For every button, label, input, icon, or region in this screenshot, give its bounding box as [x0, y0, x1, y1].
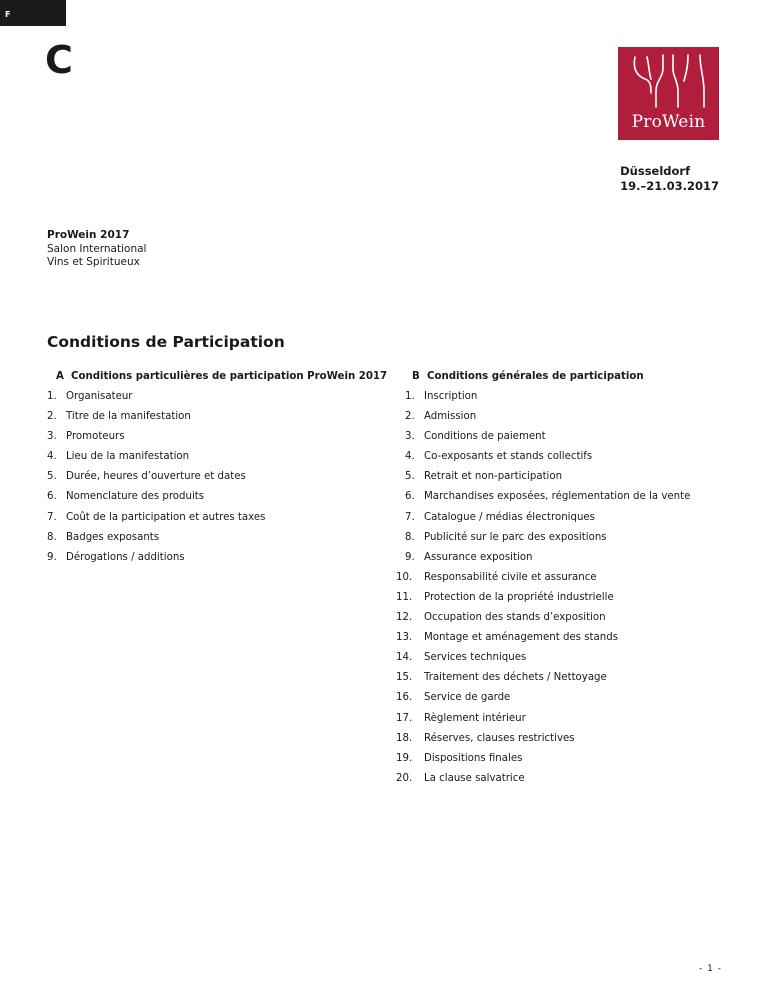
list-item — [396, 651, 726, 671]
list-item — [396, 671, 726, 691]
item-label: Traitement des déchets / Nettoyage — [424, 672, 607, 684]
column-b-heading — [396, 370, 726, 390]
item-label: Titre de la manifestation — [66, 411, 191, 423]
list-item — [396, 752, 726, 772]
list-item — [396, 531, 726, 551]
list-item — [47, 551, 377, 571]
item-label: Dérogations / additions — [66, 551, 185, 563]
list-item — [396, 732, 726, 752]
item-label: Conditions de paiement — [424, 431, 546, 443]
list-item — [47, 430, 377, 450]
item-number: 6. — [47, 491, 57, 503]
list-item — [47, 490, 377, 510]
list-item — [47, 531, 377, 551]
column-b-title: Conditions générales de participation — [427, 371, 644, 382]
item-label: Organisateur — [66, 391, 133, 402]
fair-info — [47, 229, 146, 270]
item-number: 8. — [405, 531, 415, 543]
item-label: Occupation des stands d’exposition — [424, 612, 606, 624]
item-number: 11. — [396, 591, 413, 603]
item-label: Nomenclature des produits — [66, 491, 205, 503]
item-number: 20. — [396, 772, 413, 784]
item-number: 16. — [396, 692, 413, 704]
item-label: Retrait et non-participation — [424, 471, 563, 483]
event-city: Düsseldorf — [620, 164, 691, 178]
item-label: Coût de la participation et autres taxes — [66, 511, 266, 523]
item-label: Protection de la propriété industrielle — [424, 591, 614, 603]
item-number: 9. — [47, 551, 57, 563]
event-location-dates — [620, 164, 719, 194]
column-a-heading — [47, 370, 388, 390]
item-number: 7. — [405, 511, 415, 523]
item-number: 1. — [47, 391, 57, 402]
item-label: Promoteurs — [66, 431, 125, 443]
list-item — [396, 571, 726, 591]
item-number: 17. — [396, 712, 413, 724]
list-item — [396, 470, 726, 490]
item-number: 9. — [405, 551, 415, 563]
item-label: Assurance exposition — [424, 551, 533, 563]
item-number: 5. — [47, 471, 57, 483]
item-number: 4. — [405, 451, 415, 463]
logo-wordmark: ProWein — [631, 112, 706, 132]
item-number: 7. — [47, 511, 57, 523]
event-dates: 19.–21.03.2017 — [620, 179, 719, 193]
list-item — [396, 390, 726, 410]
item-label: Marchandises exposées, réglementation de la vente — [424, 491, 691, 503]
list-item — [396, 551, 726, 571]
item-label: La clause salvatrice — [424, 772, 525, 784]
item-number: 18. — [396, 732, 413, 744]
list-item — [396, 450, 726, 470]
item-label: Catalogue / médias électroniques — [424, 511, 595, 523]
list-item — [47, 450, 377, 470]
item-label: Dispositions finales — [424, 752, 523, 764]
item-number: 8. — [47, 531, 57, 543]
list-item — [47, 511, 377, 531]
item-number: 4. — [47, 451, 57, 463]
item-label: Badges exposants — [66, 531, 160, 543]
list-item — [396, 410, 726, 430]
item-label: Lieu de la manifestation — [66, 451, 190, 463]
section-letter: C — [45, 38, 73, 82]
item-label: Services techniques — [424, 652, 527, 664]
column-a-title: Conditions particulières de participation ProWein 2017 — [71, 371, 388, 382]
item-number: 2. — [405, 411, 415, 423]
fair-name: ProWein 2017 — [47, 229, 130, 241]
item-label: Admission — [424, 411, 477, 423]
column-a — [47, 370, 388, 571]
list-item — [396, 691, 726, 711]
item-label: Règlement intérieur — [424, 712, 526, 724]
prowein-logo — [618, 47, 719, 140]
item-number: 19. — [396, 752, 413, 764]
item-label: Publicité sur le parc des expositions — [424, 531, 607, 543]
list-item — [396, 430, 726, 450]
item-number: 2. — [47, 411, 57, 423]
item-number: 1. — [405, 391, 415, 402]
list-item — [396, 772, 726, 792]
list-item — [47, 410, 377, 430]
language-tab-label: F — [5, 10, 11, 19]
fair-subtitle-line-1: Salon International — [47, 242, 147, 255]
list-item — [47, 470, 377, 490]
list-item — [396, 490, 726, 510]
list-item — [396, 511, 726, 531]
item-number: 10. — [396, 571, 413, 583]
item-number: 3. — [47, 431, 57, 443]
list-item — [396, 631, 726, 651]
list-item — [396, 591, 726, 611]
list-item — [396, 611, 726, 631]
item-label: Co-exposants et stands collectifs — [424, 451, 593, 463]
list-item — [396, 712, 726, 732]
item-number: 5. — [405, 471, 415, 483]
page-number: - 1 - — [699, 964, 722, 974]
item-number: 14. — [396, 652, 413, 664]
column-b — [396, 370, 726, 792]
item-label: Montage et aménagement des stands — [424, 632, 618, 644]
item-number: 12. — [396, 612, 413, 624]
item-number: 15. — [396, 672, 413, 684]
item-label: Réserves, clauses restrictives — [424, 732, 575, 744]
fair-subtitle-line-2: Vins et Spiritueux — [47, 256, 140, 268]
item-label: Responsabilité civile et assurance — [424, 571, 597, 583]
item-number: 3. — [405, 431, 415, 443]
item-label: Inscription — [424, 391, 478, 402]
item-label: Service de garde — [424, 692, 511, 704]
list-item — [47, 390, 377, 410]
item-label: Durée, heures d’ouverture et dates — [66, 471, 246, 483]
document-title: Conditions de Participation — [47, 333, 285, 351]
item-number: 6. — [405, 491, 415, 503]
item-number: 13. — [396, 632, 413, 644]
column-b-letter: B — [412, 371, 420, 382]
language-tab — [0, 0, 66, 26]
column-a-letter: A — [56, 371, 64, 382]
